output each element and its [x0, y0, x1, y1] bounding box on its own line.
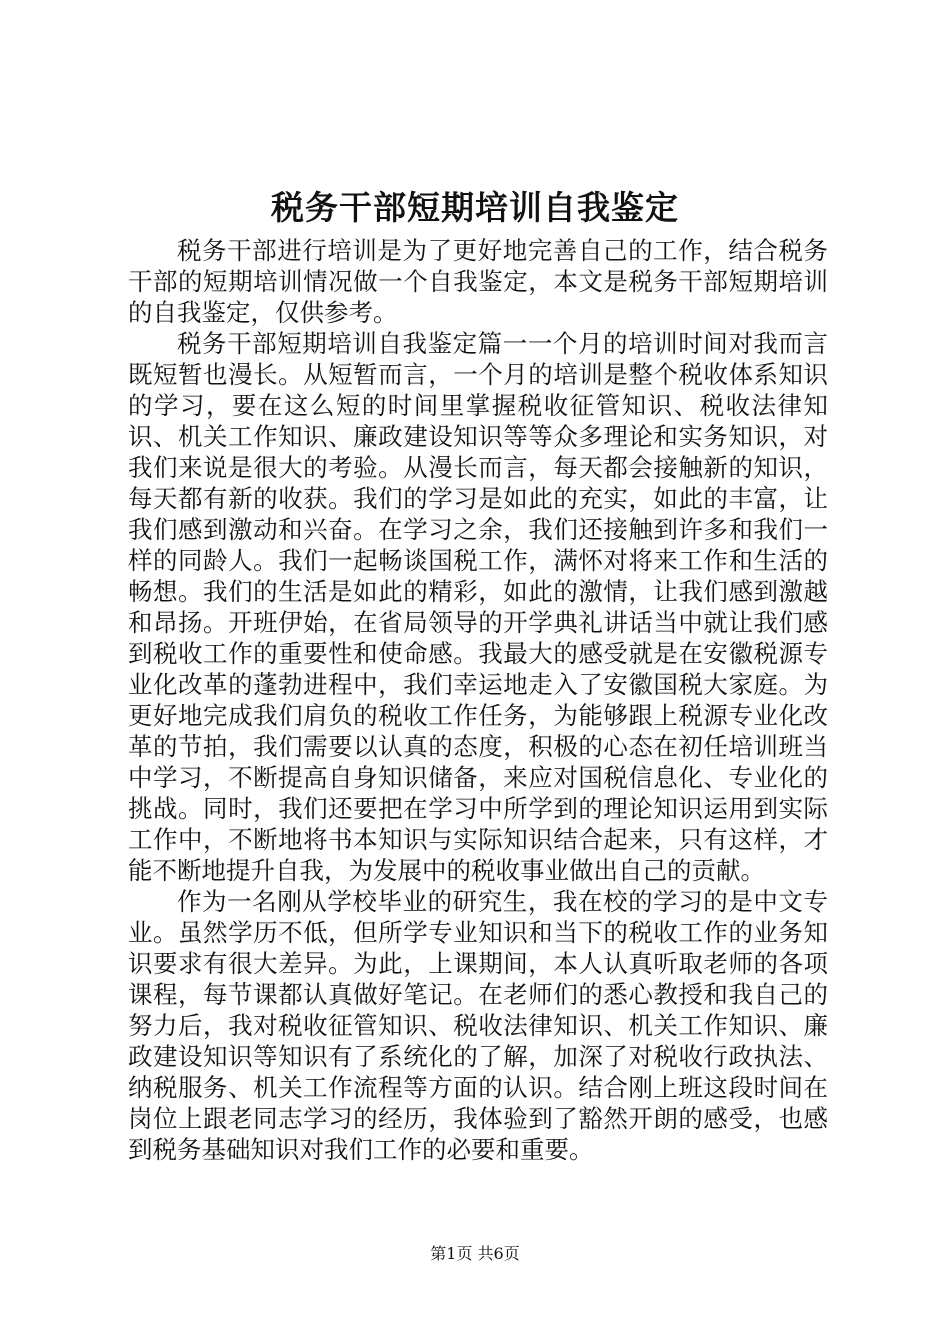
page-number-footer: 第1页 共6页 [430, 1244, 520, 1263]
document-title: 税务干部短期培训自我鉴定 [271, 188, 679, 227]
paragraph-graduate-experience: 作为一名刚从学校毕业的研究生，我在校的学习的是中文专业。虽然学历不低，但所学专业知识和当下的税收工作的业务知识要求有很大差异。为此，上课期间，本人认真听取老师的各项课程，每节课都认真做好笔记。在老师们的悉心教授和我自己的努力后，我对税收征管知识、税收法律知识、机关工作知识、廉政建设知识等知识有了系统化的了解，加深了对税收行政执法、纳税服务、机关工作流程等方面的认识。结合刚上班这段时间在岗位上跟老同志学习的经历，我体验到了豁然开朗的感受，也感到税务基础知识对我们工作的必要和重要。 [128, 887, 828, 1164]
document-body [128, 235, 828, 1165]
paragraph-training-period: 税务干部短期培训自我鉴定篇一一个月的培训时间对我而言既短暂也漫长。从短暂而言，一个月的培训是整个税收体系知识的学习，要在这么短的时间里掌握税收征管知识、税收法律知识、机关工作知识、廉政建设知识等等众多理论和实务知识，对我们来说是很大的考验。从漫长而言，每天都会接触新的知识，每天都有新的收获。我们的学习是如此的充实，如此的丰富，让我们感到激动和兴奋。在学习之余，我们还接触到许多和我们一样的同龄人。我们一起畅谈国税工作，满怀对将来工作和生活的畅想。我们的生活是如此的精彩，如此的激情，让我们感到激越和昂扬。开班伊始，在省局领导的开学典礼讲话当中就让我们感到税收工作的重要性和使命感。我最大的感受就是在安徽税源专业化改革的蓬勃进程中，我们幸运地走入了安徽国税大家庭。为更好地完成我们肩负的税收工作任务，为能够跟上税源专业化改革的节拍，我们需要以认真的态度，积极的心态在初任培训班当中学习，不断提高自身知识储备，来应对国税信息化、专业化的挑战。同时，我们还要把在学习中所学到的理论知识运用到实际工作中，不断地将书本知识与实际知识结合起来，只有这样，才能不断地提升自我，为发展中的税收事业做出自己的贡献。 [128, 329, 828, 885]
paragraph-intro: 税务干部进行培训是为了更好地完善自己的工作，结合税务干部的短期培训情况做一个自我鉴定，本文是税务干部短期培训的自我鉴定，仅供参考。 [128, 236, 828, 327]
